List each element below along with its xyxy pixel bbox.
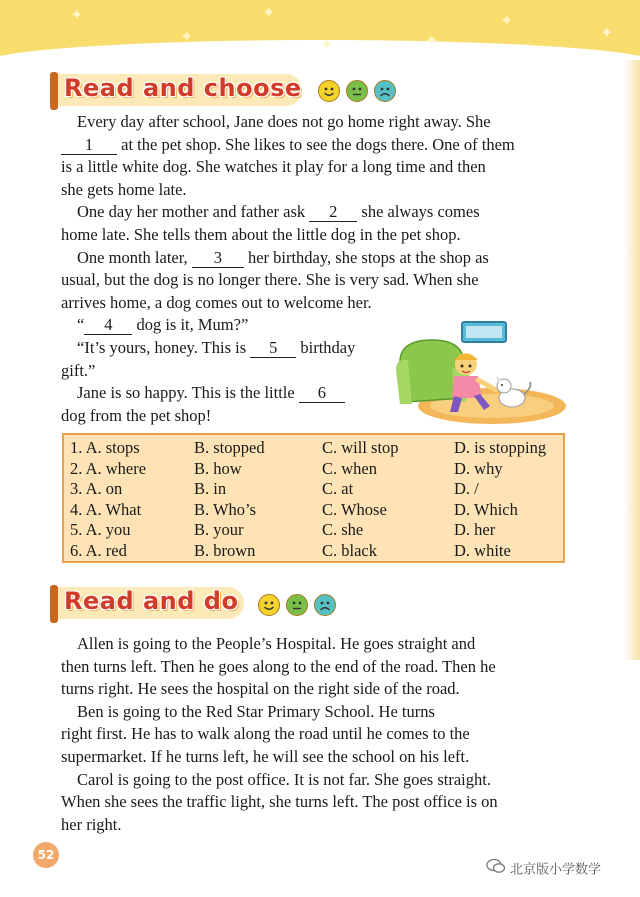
passage-line: Every day after school, Jane does not go home right away. She [77,112,491,131]
option-choice: C. when [322,458,377,478]
option-choice: D. Which [454,499,518,519]
option-choice: 1. A. stops [70,438,140,457]
option-choice: C. will stop [322,438,399,457]
option-choice: B. how [194,458,242,478]
option-choice: D. why [454,458,503,478]
option-choice: 5. A. you [70,520,131,539]
options-box [62,433,565,563]
option-choice: C. black [322,540,377,560]
option-choice: B. in [194,479,227,498]
passage-line: is a little white dog. She watches it play for a long time and then [61,157,486,177]
option-choice: D. her [454,520,496,539]
option-row [64,479,564,499]
happy-face-icon [318,80,340,102]
star-icon: ✦ [320,37,334,54]
passage-line: her birthday, she stops at the shop as [247,247,489,267]
passage-line: “ [77,315,85,335]
passage-line: birthday [300,337,356,357]
section2-rating-faces [258,594,338,621]
blank-3: 3 [192,249,244,268]
passage-line: turns right. He sees the hospital on the right side of the road. [61,679,460,699]
passage-line: Ben is going to the Red Star Primary School. He turns [77,701,435,721]
section1-rating-faces [318,80,398,107]
option-choice: C. at [322,479,354,498]
section2-banner [50,585,244,619]
option-row [64,500,564,520]
option-row [64,438,564,458]
passage-line: then turns left. Then he goes along to the end of the road. Then he [61,656,496,676]
option-choice: B. Who’s [194,499,257,519]
blank-5: 5 [250,339,296,358]
option-choice: B. your [194,520,244,539]
blank-1: 1 [61,136,117,155]
section1-banner [50,72,302,106]
star-icon: ✦ [70,7,84,24]
option-choice: D. / [454,479,479,498]
neutral-face-icon [346,80,368,102]
passage-line: arrives home, a dog comes out to welcome her. [61,292,372,312]
blank-2: 2 [309,203,357,222]
watermark-text: 北京版小学数学 [510,862,602,878]
passage-line: usual, but the dog is no longer there. She is very sad. When she [61,270,479,290]
passage-line: home late. She tells them about the little dog in the pet shop. [61,224,461,244]
option-choice: 4. A. What [70,499,142,519]
star-icon: ✦ [425,33,439,50]
passage-line: her right. [61,814,122,834]
option-choice: C. Whose [322,499,387,519]
passage-line: supermarket. If he turns left, he will see the school on his left. [61,746,470,766]
watermark [486,858,601,878]
option-choice: D. is stopping [454,438,547,457]
sad-face-icon [314,594,336,616]
option-row [64,459,564,479]
passage-line: Carol is going to the post office. It is not far. She goes straight. [77,769,491,789]
blank-4: 4 [84,316,132,335]
top-decor-band [0,0,640,62]
passage-line: When she sees the traffic light, she turns left. The post office is on [61,792,498,812]
passage-line: dog from the pet shop! [61,405,212,425]
option-choice: C. she [322,520,364,539]
passage-line: One month later, [77,247,188,267]
option-choice: B. brown [194,540,256,560]
right-side-band [624,60,640,660]
blank-6: 6 [299,384,345,403]
star-icon: ✦ [262,5,276,22]
passage-line: “It’s yours, honey. This is [77,337,247,357]
option-choice: 6. A. red [70,540,127,560]
section2-passage [61,633,569,836]
sad-face-icon [374,80,396,102]
passage-line: she always comes [361,202,480,222]
option-choice: D. white [454,540,511,560]
girl-and-dog-illustration [392,318,566,430]
wechat-icon [486,858,506,878]
star-icon: ✦ [600,25,614,42]
passage-line: right first. He has to walk along the road until he comes to the [61,724,470,744]
passage-line: Jane is so happy. This is the little [77,383,295,403]
star-icon: ✦ [500,13,514,30]
passage-line: gift.” [61,360,96,380]
passage-line: she gets home late. [61,179,187,199]
passage-line: dog is it, Mum?” [136,315,249,335]
happy-face-icon [258,594,280,616]
star-icon: ✦ [180,29,194,46]
passage-line: Allen is going to the People’s Hospital. He goes straight and [77,634,476,653]
passage-line: One day her mother and father ask [77,202,306,222]
option-choice: B. stopped [194,438,265,457]
option-choice: 2. A. where [70,458,147,478]
page-number: 52 [33,842,59,868]
option-choice: 3. A. on [70,479,123,498]
option-row [64,520,564,540]
section2-title: Read and do [64,587,239,615]
passage-line: at the pet shop. She likes to see the dogs there. One of them [121,134,515,154]
neutral-face-icon [286,594,308,616]
section1-title: Read and choose [64,74,302,102]
option-row [64,541,564,561]
